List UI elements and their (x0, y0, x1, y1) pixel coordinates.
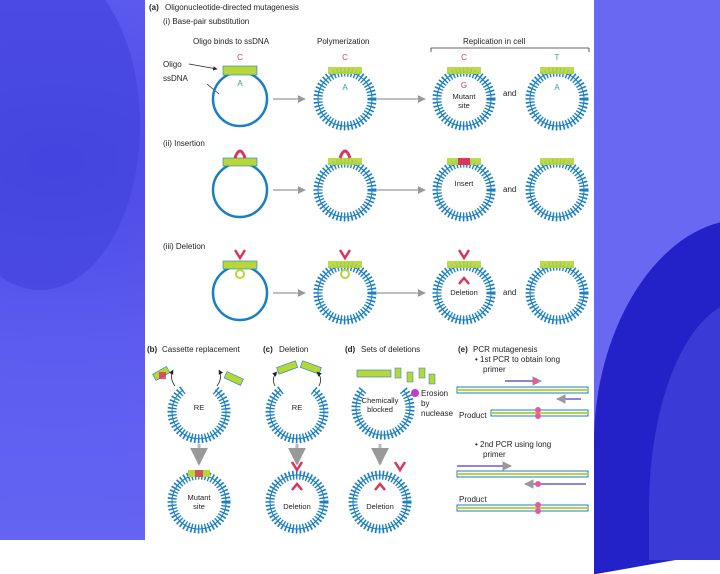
panel-b-mutant-2: site (193, 502, 205, 511)
row1-poly-base-a: A (342, 83, 348, 92)
ssdna-label: ssDNA (163, 74, 188, 83)
col2-header: Polymerization (317, 37, 370, 46)
panel-d-erosion-3: nuclease (421, 409, 454, 418)
panel-e-pcr1 (457, 378, 588, 399)
panel-d-title: Sets of deletions (361, 345, 421, 354)
panel-e-label: (e) (458, 345, 468, 354)
panel-b-circle (172, 390, 226, 439)
row1-wildtype-circle (530, 67, 584, 126)
panel-a-sub2: (ii) Insertion (163, 139, 205, 148)
panel-c-result-circle (270, 462, 324, 529)
row3-and: and (503, 288, 517, 297)
panel-a-title: Oligonucleotide-directed mutagenesis (165, 3, 299, 12)
mutagenesis-figure (145, 0, 594, 540)
slide-left-decoration (0, 0, 145, 540)
panel-e-title: PCR mutagenesis (473, 345, 538, 354)
panel-d-blocked-2: blocked (367, 405, 393, 414)
panel-c-circle (270, 390, 324, 439)
panel-e-step2-2: primer (483, 450, 506, 459)
panel-e-step1-2: primer (483, 365, 506, 374)
panel-b-label: (b) (147, 345, 158, 354)
row1-poly-base-c: C (342, 53, 348, 62)
row1-mut-base-c: C (461, 53, 467, 62)
figure-canvas (145, 0, 594, 540)
panel-c-re: RE (291, 403, 303, 412)
row1-mutant-site-2: site (458, 101, 470, 110)
panel-d-erosion-2: by (421, 399, 430, 408)
row3-ssdna-circle (213, 250, 267, 320)
panel-d-label: (d) (345, 345, 356, 354)
col1-header: Oligo binds to ssDNA (193, 37, 270, 46)
panel-d-result-circle (353, 462, 407, 529)
row1-wt-base-t: T (554, 53, 560, 62)
row2-wildtype-circle (530, 158, 584, 217)
panel-e-product1-bar (491, 407, 588, 419)
panel-b-title: Cassette replacement (162, 345, 240, 354)
row1-wt-base-a: A (554, 83, 560, 92)
row1-base-a: A (237, 79, 243, 88)
row2-and: and (503, 185, 517, 194)
row1-and: and (503, 89, 517, 98)
panel-a-sub3: (iii) Deletion (163, 242, 206, 251)
row2-dsdna-circle (318, 151, 372, 217)
panel-b-re: RE (193, 403, 205, 412)
row3-wildtype-circle (530, 261, 584, 320)
panel-a-sub1: (i) Base-pair substitution (163, 17, 250, 26)
row3-dsdna-circle (318, 250, 372, 320)
panel-e-pcr2 (457, 466, 588, 487)
col3-header: Replication in cell (463, 37, 526, 46)
row3-deletion-label: Deletion (450, 288, 478, 297)
row2-insert-label: Insert (454, 179, 474, 188)
panel-e-product-1: Product (459, 411, 487, 420)
panel-a-label: (a) (149, 3, 159, 12)
panel-d-nucleotides (357, 368, 435, 384)
row1-ssdna-circle (213, 66, 267, 126)
panel-b-mutant-1: Mutant (187, 493, 211, 502)
row3-deletion-circle (437, 250, 491, 320)
panel-c-label: (c) (263, 345, 273, 354)
row1-base-c: C (237, 53, 243, 62)
panel-b-cassette (153, 366, 244, 385)
slide-right-decoration (594, 0, 720, 540)
panel-e-product-2: Product (459, 495, 487, 504)
row1-mut-base-g: G (460, 81, 468, 90)
panel-e-step2-1: • 2nd PCR using long (475, 440, 552, 449)
oligo-label: Oligo (163, 60, 182, 69)
row1-dsdna-circle (318, 67, 372, 126)
row1-mutant-site-1: Mutant (452, 92, 476, 101)
panel-c-title: Deletion (279, 345, 309, 354)
panel-e-step1-1: • 1st PCR to obtain long (475, 355, 561, 364)
panel-c-deletion: Deletion (283, 502, 311, 511)
row2-ssdna-circle (213, 151, 267, 217)
panel-d-deletion: Deletion (366, 502, 394, 511)
panel-c-fragments (277, 361, 322, 374)
panel-d-erosion-1: Erosion (421, 389, 449, 398)
panel-d-blocked-1: Chemically (361, 396, 399, 405)
